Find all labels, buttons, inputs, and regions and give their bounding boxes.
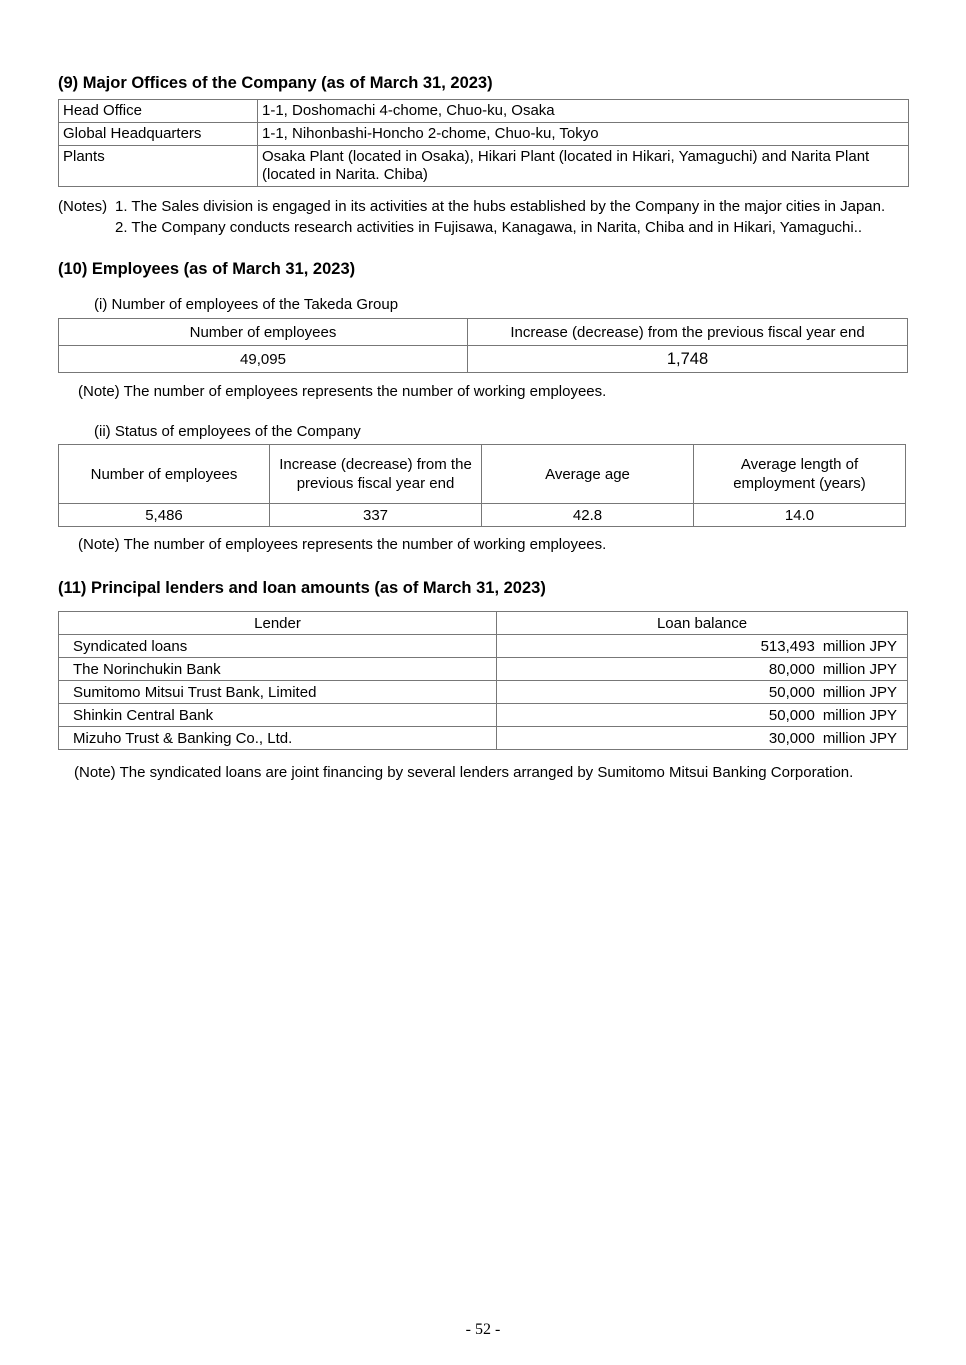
table-row bbox=[59, 704, 908, 727]
column-header: Increase (decrease) from the previous fiscal year end bbox=[270, 445, 482, 504]
lender-name: Shinkin Central Bank bbox=[59, 704, 497, 727]
table-row bbox=[59, 123, 909, 146]
section-title-major-offices: (9) Major Offices of the Company (as of March 31, 2023) bbox=[58, 74, 493, 92]
table-row bbox=[59, 346, 908, 373]
table-cell: 49,095 bbox=[59, 346, 468, 373]
lender-name: The Norinchukin Bank bbox=[59, 658, 497, 681]
document-page bbox=[58, 72, 910, 781]
company-employees-note: (Note) The number of employees represents the number of working employees. bbox=[78, 536, 607, 553]
column-header: Number of employees bbox=[59, 319, 468, 346]
column-header: Average age bbox=[482, 445, 694, 504]
table-row bbox=[59, 100, 909, 123]
loan-amount: 513,493 bbox=[760, 637, 815, 655]
office-address: 1-1, Doshomachi 4-chome, Chuo-ku, Osaka bbox=[258, 100, 909, 123]
table-row bbox=[59, 504, 906, 527]
loan-balance bbox=[497, 658, 908, 681]
office-label: Global Headquarters bbox=[59, 123, 258, 146]
loans-note: (Note) The syndicated loans are joint financing by several lenders arranged by Sumitomo Mitsui Banking Corporation. bbox=[74, 764, 854, 781]
table-header-row bbox=[59, 319, 908, 346]
table-row bbox=[59, 146, 909, 187]
office-address: Osaka Plant (located in Osaka), Hikari Plant (located in Hikari, Yamaguchi) and Narita Plant (located in Narita. Chiba) bbox=[258, 146, 909, 187]
loan-unit: million JPY bbox=[822, 729, 897, 747]
table-cell: 14.0 bbox=[694, 504, 906, 527]
lender-name: Mizuho Trust & Banking Co., Ltd. bbox=[59, 727, 497, 750]
note-item: 2. The Company conducts research activities in Fujisawa, Kanagawa, in Narita, Chiba and in Hikari, Yamaguchi.. bbox=[115, 219, 863, 236]
lender-name: Sumitomo Mitsui Trust Bank, Limited bbox=[59, 681, 497, 704]
company-employees-subtitle: (ii) Status of employees of the Company bbox=[94, 423, 361, 440]
table-cell: 5,486 bbox=[59, 504, 270, 527]
column-header: Loan balance bbox=[497, 612, 908, 635]
table-header-row bbox=[59, 445, 906, 504]
loan-amount: 50,000 bbox=[768, 683, 815, 701]
loan-amount: 50,000 bbox=[768, 706, 815, 724]
loan-balance bbox=[497, 635, 908, 658]
loans-table bbox=[58, 611, 908, 750]
company-employees-table bbox=[58, 444, 906, 527]
loan-amount: 80,000 bbox=[768, 660, 815, 678]
loan-balance bbox=[497, 704, 908, 727]
table-cell: 1,748 bbox=[468, 346, 908, 373]
group-employees-table bbox=[58, 318, 908, 373]
table-row bbox=[59, 658, 908, 681]
loan-unit: million JPY bbox=[822, 637, 897, 655]
section-title-lenders: (11) Principal lenders and loan amounts (as of March 31, 2023) bbox=[58, 579, 546, 597]
loan-balance bbox=[497, 727, 908, 750]
table-row bbox=[59, 727, 908, 750]
group-employees-subtitle: (i) Number of employees of the Takeda Group bbox=[94, 296, 399, 313]
loan-unit: million JPY bbox=[822, 706, 897, 724]
loan-balance bbox=[497, 681, 908, 704]
column-header: Lender bbox=[59, 612, 497, 635]
column-header: Number of employees bbox=[59, 445, 270, 504]
office-label: Plants bbox=[59, 146, 258, 187]
note-item: 1. The Sales division is engaged in its activities at the hubs established by the Company in the major cities in Japan. bbox=[115, 198, 886, 215]
loan-unit: million JPY bbox=[822, 683, 897, 701]
table-cell: 42.8 bbox=[482, 504, 694, 527]
table-cell: 337 bbox=[270, 504, 482, 527]
offices-table bbox=[58, 99, 909, 187]
table-row bbox=[59, 635, 908, 658]
table-header-row bbox=[59, 612, 908, 635]
page-number: - 52 - bbox=[465, 1321, 501, 1338]
lender-name: Syndicated loans bbox=[59, 635, 497, 658]
loan-unit: million JPY bbox=[822, 660, 897, 678]
column-header: Average length of employment (years) bbox=[694, 445, 906, 504]
group-employees-note: (Note) The number of employees represents the number of working employees. bbox=[78, 383, 607, 400]
offices-notes bbox=[58, 196, 910, 238]
table-row bbox=[59, 681, 908, 704]
column-header: Increase (decrease) from the previous fiscal year end bbox=[468, 319, 908, 346]
office-label: Head Office bbox=[59, 100, 258, 123]
loan-amount: 30,000 bbox=[768, 729, 815, 747]
section-title-employees: (10) Employees (as of March 31, 2023) bbox=[58, 260, 356, 278]
office-address: 1-1, Nihonbashi-Honcho 2-chome, Chuo-ku, Tokyo bbox=[258, 123, 909, 146]
notes-label: (Notes) bbox=[58, 198, 108, 215]
